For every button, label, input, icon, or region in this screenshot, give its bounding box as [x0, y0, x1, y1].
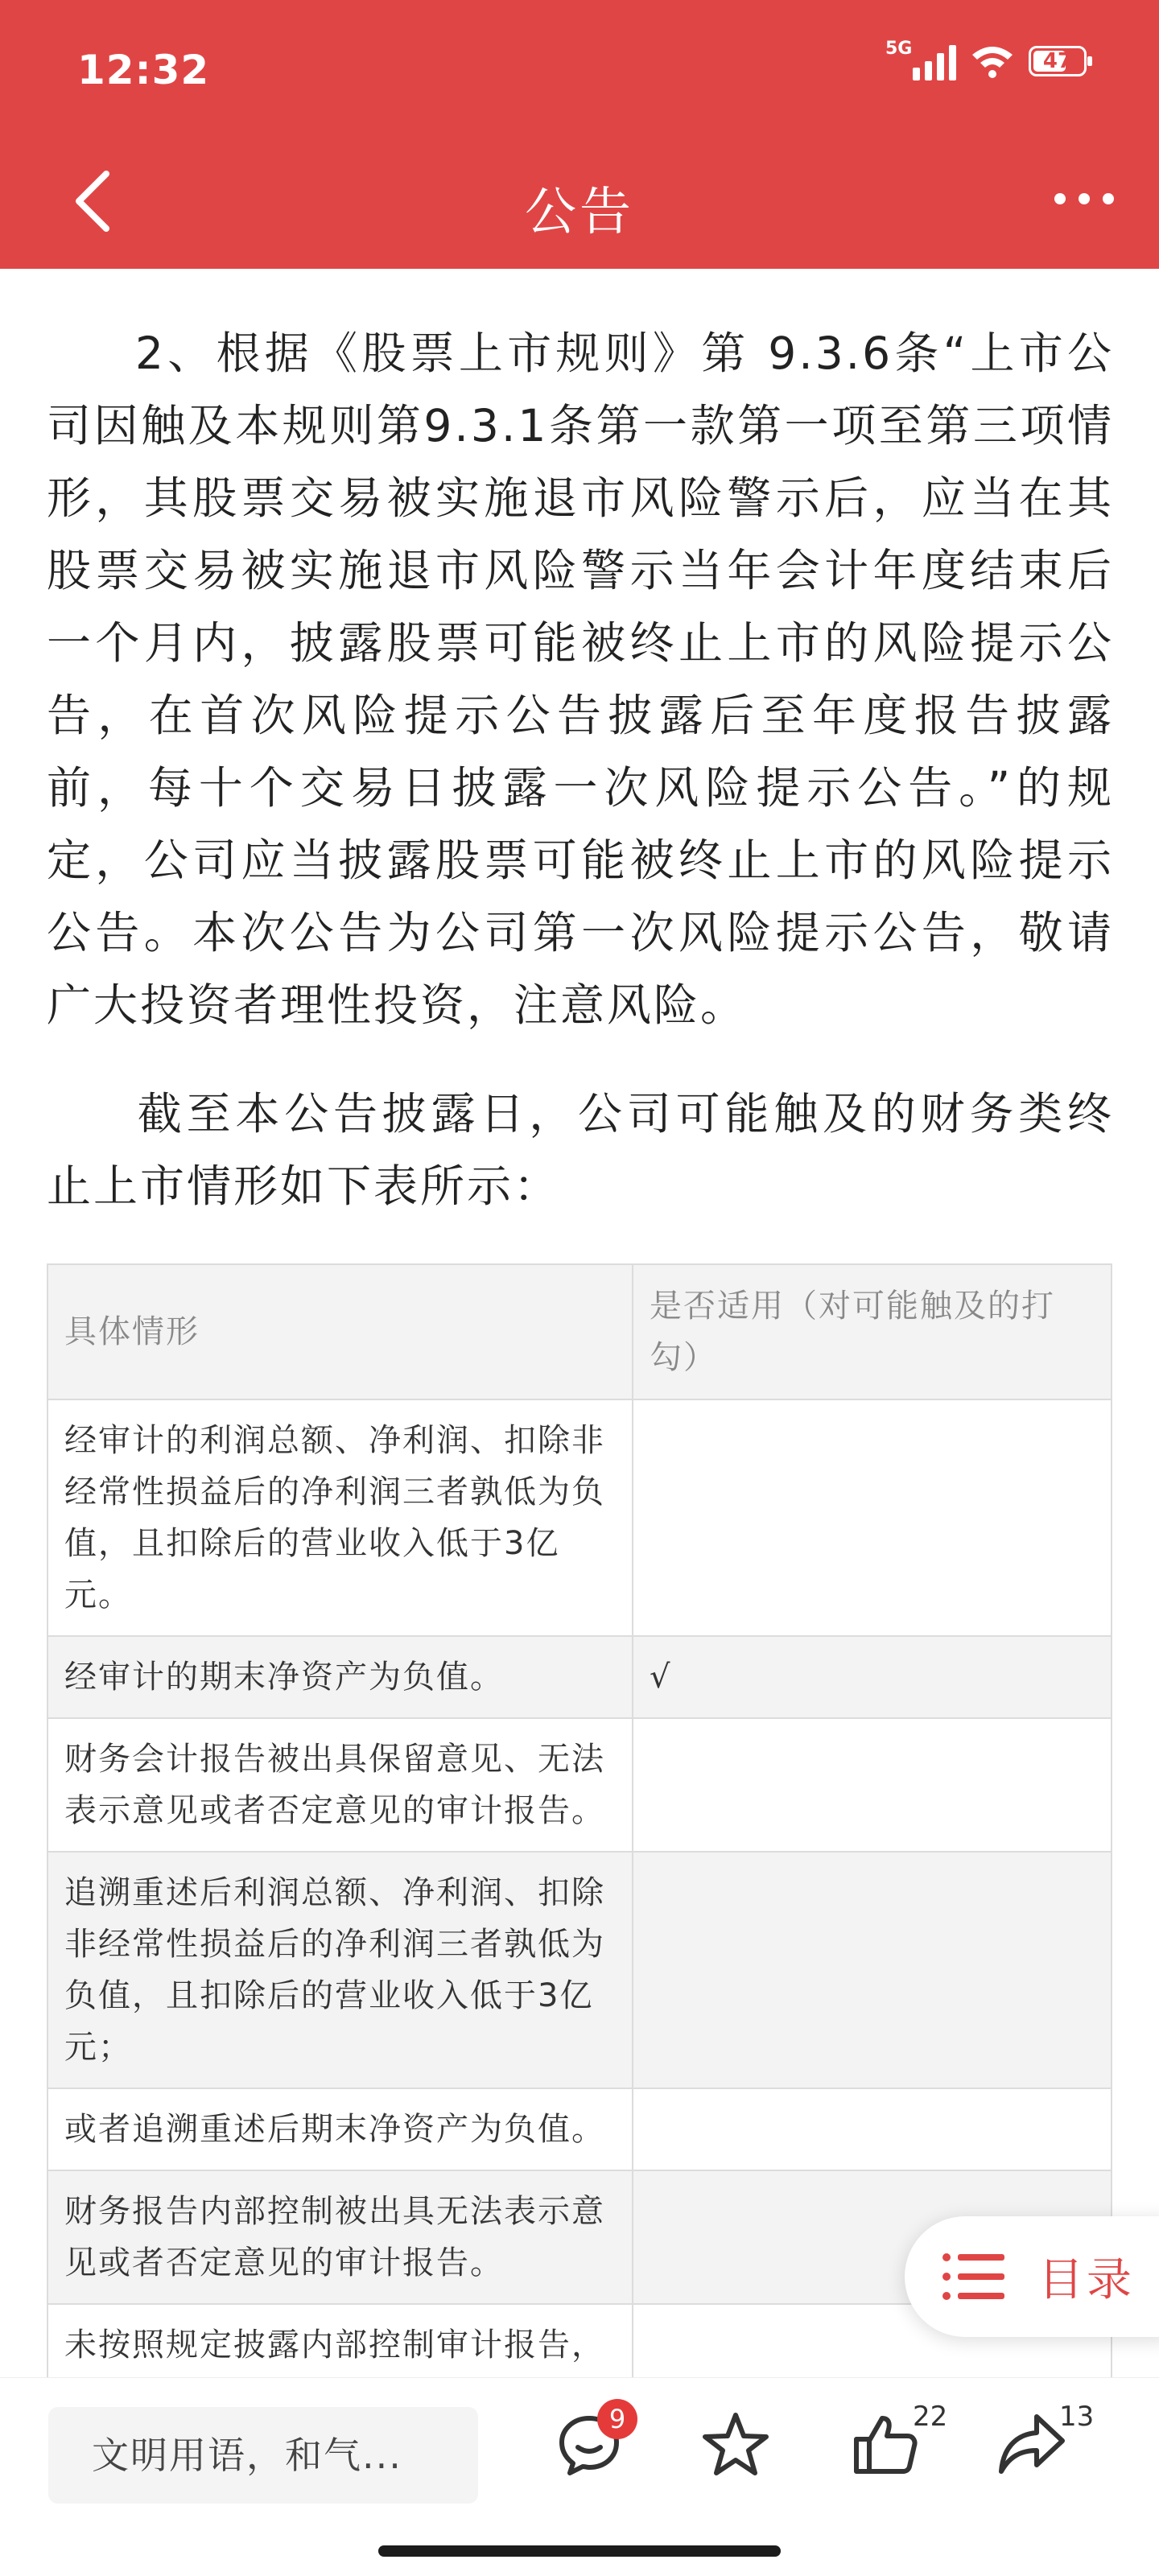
table-cell [633, 1718, 1112, 1852]
table-cell: 追溯重述后利润总额、净利润、扣除非经常性损益后的净利润三者孰低为负值，且扣除后的营业收入低于3亿元； [47, 1852, 633, 2088]
table-cell: 财务会计报告被出具保留意见、无法表示意见或者否定意见的审计报告。 [47, 1718, 633, 1852]
delisting-conditions-table [47, 1263, 1112, 2377]
share-button[interactable] [998, 2401, 1095, 2481]
table-cell [633, 2088, 1112, 2170]
like-button[interactable] [852, 2401, 948, 2481]
status-time: 12:32 [77, 47, 210, 93]
article-paragraph [47, 1078, 1114, 1222]
wifi-icon [971, 43, 1014, 79]
article-paragraph [47, 317, 1114, 1041]
favorite-button[interactable] [702, 2410, 769, 2481]
table-cell: 或者追溯重述后期末净资产为负值。 [47, 2088, 633, 2170]
more-options-button[interactable] [1054, 193, 1114, 204]
comment-input[interactable]: 文明用语，和气... [48, 2407, 478, 2504]
table-row [47, 1852, 1112, 2088]
paragraph-text: 2、根据《股票上市规则》第 9.3.6条“上市公司因触及本规则第9.3.1条第一款第一项至第三项情形，其股票交易被实施退市风险警示后，应当在其股票交易被实施退市风险警示当年会计年度结束后一个月内，披露股票可能被终止上市的风险提示公告，在首次风险提示公告披露后至年度报告披露前，每十个交易日披露一次风险提示公告。”的规定，公司应当披露股票可能被终止上市的风险提示公告。本次公告为公司第一次风险提示公告，敬请广大投资者理性投资，注意风险。 [47, 328, 1114, 1031]
list-icon [942, 2251, 1006, 2302]
table-cell: √ [633, 1636, 1112, 1718]
table-of-contents-button[interactable] [905, 2216, 1159, 2337]
comments-button[interactable] [555, 2404, 626, 2481]
table-header-row [47, 1264, 1112, 1399]
bottom-action-bar [0, 2377, 1159, 2576]
article-content [0, 269, 1159, 2377]
cellular-signal-icon [885, 39, 956, 80]
like-count: 22 [913, 2401, 948, 2433]
table-cell [633, 1399, 1112, 1636]
table-header-cell: 是否适用（对可能触及的打勾） [633, 1264, 1112, 1399]
table-cell: 经审计的利润总额、净利润、扣除非经常性损益后的净利润三者孰低为负值，且扣除后的营业收入低于3亿元。 [47, 1399, 633, 1636]
page-title: 公告 [525, 183, 634, 242]
thumbs-up-icon [852, 2410, 919, 2478]
share-count: 13 [1059, 2401, 1095, 2433]
status-icons [885, 39, 1087, 80]
toc-label: 目录 [1038, 2254, 1135, 2306]
home-indicator[interactable] [378, 2545, 781, 2557]
table-row [47, 1718, 1112, 1852]
star-icon [702, 2410, 769, 2478]
table-cell: 未按照规定披露内部控制审计报告， [47, 2304, 633, 2377]
table-cell: 经审计的期末净资产为负值。 [47, 1636, 633, 1718]
table-cell [633, 1852, 1112, 2088]
battery-level: 47 [1042, 49, 1073, 73]
table-row [47, 2088, 1112, 2170]
share-arrow-icon [998, 2410, 1066, 2478]
network-type: 5G [885, 39, 913, 59]
table-row [47, 1636, 1112, 1718]
table-header-cell: 具体情形 [47, 1264, 633, 1399]
more-dots-icon [1054, 193, 1066, 204]
app-header [0, 0, 1159, 269]
battery-icon [1029, 46, 1087, 76]
paragraph-text: 截至本公告披露日，公司可能触及的财务类终止上市情形如下表所示： [47, 1088, 1114, 1212]
comment-count-badge: 9 [597, 2399, 637, 2439]
table-row [47, 1399, 1112, 1636]
table-cell: 财务报告内部控制被出具无法表示意见或者否定意见的审计报告。 [47, 2170, 633, 2304]
